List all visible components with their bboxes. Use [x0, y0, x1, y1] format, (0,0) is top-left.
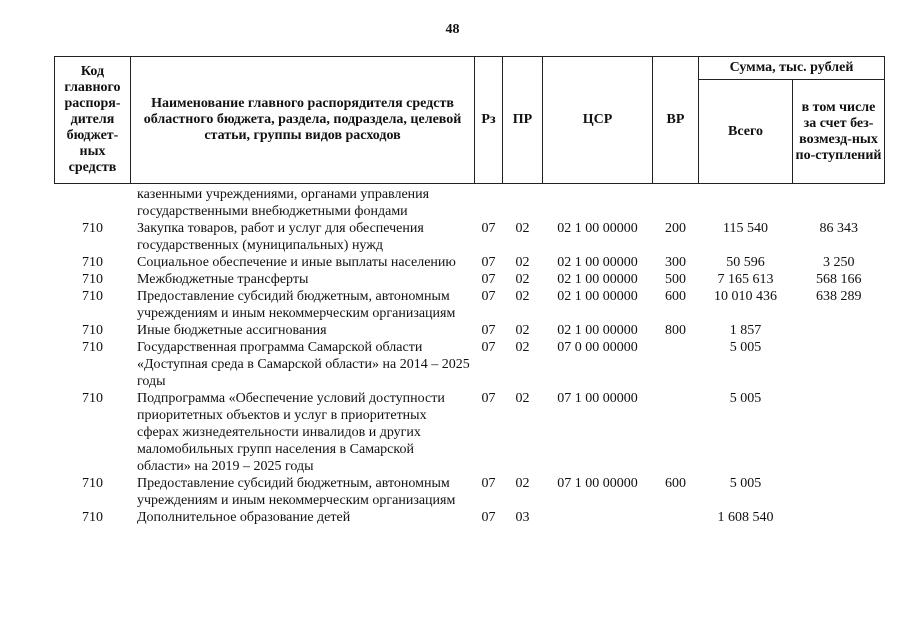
row-code: 710 [82, 340, 103, 355]
table-row [55, 184, 885, 221]
row-code: 710 [82, 391, 103, 406]
row-csr: 07 1 00 00000 [557, 391, 638, 406]
row-code: 710 [82, 289, 103, 304]
row-rz: 07 [481, 221, 496, 236]
table-row [55, 390, 885, 475]
row-code: 710 [82, 255, 103, 270]
table-row [55, 288, 885, 322]
row-rz: 07 [481, 255, 496, 270]
header-name: Наименование главного распорядителя средств областного бюджета, раздела, подраздела, целевой статьи, группы видов расходов [131, 57, 475, 184]
table-row [55, 339, 885, 390]
row-rz: 07 [481, 323, 496, 338]
row-name: казенными учреждениями, органами управления государственными внебюджетными фондами [137, 187, 430, 219]
row-rz: 07 [481, 510, 496, 525]
row-vr: 600 [665, 289, 686, 304]
table-row [55, 322, 885, 339]
row-csr: 02 1 00 00000 [557, 289, 638, 304]
row-vr: 300 [665, 255, 686, 270]
row-pr: 02 [515, 340, 530, 355]
row-vr [653, 509, 699, 526]
row-total [699, 184, 793, 221]
row-name: Предоставление субсидий бюджетным, автономным учреждениям и иным некоммерческим организациям [137, 289, 456, 321]
row-csr: 02 1 00 00000 [557, 272, 638, 287]
row-free [793, 390, 885, 475]
row-code: 710 [82, 476, 103, 491]
table-row [55, 271, 885, 288]
row-vr [653, 184, 699, 221]
row-free: 86 343 [819, 221, 858, 236]
row-name: Закупка товаров, работ и услуг для обеспечения государственных (муниципальных) нужд [137, 221, 424, 253]
row-free: 3 250 [823, 255, 855, 270]
header-code: Код главного распоря-дителя бюджет-ных средств [55, 57, 131, 184]
row-total: 50 596 [726, 255, 765, 270]
row-csr: 07 0 00 00000 [557, 340, 638, 355]
row-total: 7 165 613 [717, 272, 774, 287]
row-rz: 07 [481, 391, 496, 406]
row-pr: 02 [515, 323, 530, 338]
row-name: Иные бюджетные ассигнования [137, 323, 327, 338]
row-vr: 200 [665, 221, 686, 236]
row-rz: 07 [481, 289, 496, 304]
row-total: 1 608 540 [717, 510, 774, 525]
row-free [793, 184, 885, 221]
row-csr [543, 509, 653, 526]
table-body [55, 184, 885, 527]
row-pr: 02 [515, 221, 530, 236]
header-rz: Рз [475, 57, 503, 184]
row-csr: 02 1 00 00000 [557, 323, 638, 338]
row-total: 5 005 [729, 476, 762, 491]
row-name: Подпрограмма «Обеспечение условий доступности приоритетных объектов и услуг в приоритетных сферах жизнедеятельности инвалидов и других маломобильных групп населения в Самарской области» на 2019 – 2025 годы [137, 391, 445, 474]
row-rz [475, 184, 503, 221]
row-rz: 07 [481, 340, 496, 355]
header-pr: ПР [503, 57, 543, 184]
row-name: Дополнительное образование детей [137, 510, 351, 525]
row-free: 568 166 [816, 272, 862, 287]
row-pr: 02 [515, 391, 530, 406]
row-free [793, 339, 885, 390]
header-csr: ЦСР [543, 57, 653, 184]
row-vr: 600 [665, 476, 686, 491]
header-vr: ВР [653, 57, 699, 184]
row-rz: 07 [481, 272, 496, 287]
row-total: 115 540 [723, 221, 768, 236]
row-csr [543, 184, 653, 221]
header-sum: Сумма, тыс. рублей [699, 57, 885, 80]
row-vr: 500 [665, 272, 686, 287]
row-pr: 02 [515, 272, 530, 287]
row-free [793, 509, 885, 526]
row-pr [503, 184, 543, 221]
row-pr: 02 [515, 476, 530, 491]
header-total: Всего [699, 80, 793, 184]
row-vr [653, 390, 699, 475]
row-csr: 02 1 00 00000 [557, 221, 638, 236]
header-free: в том числе за счет без-возмезд-ных по-ступлений [793, 80, 885, 184]
table-row [55, 220, 885, 254]
row-csr: 02 1 00 00000 [557, 255, 638, 270]
row-code: 710 [82, 272, 103, 287]
table-row [55, 509, 885, 526]
row-vr: 800 [665, 323, 686, 338]
row-total: 5 005 [729, 391, 762, 406]
row-pr: 02 [515, 289, 530, 304]
row-rz: 07 [481, 476, 496, 491]
table-row [55, 254, 885, 271]
row-total: 10 010 436 [714, 289, 777, 304]
table-header [55, 57, 885, 184]
row-total: 1 857 [729, 323, 762, 338]
row-name: Межбюджетные трансферты [137, 272, 309, 287]
row-name: Государственная программа Самарской области «Доступная среда в Самарской области» на 2014 – 2025 годы [137, 340, 470, 389]
row-code: 710 [82, 221, 103, 236]
budget-table [54, 56, 885, 526]
row-free: 638 289 [816, 289, 862, 304]
row-code: 710 [82, 510, 103, 525]
row-pr: 02 [515, 255, 530, 270]
row-total: 5 005 [729, 340, 762, 355]
page-number: 48 [445, 22, 460, 37]
row-code: 710 [82, 323, 103, 338]
row-name: Предоставление субсидий бюджетным, автономным учреждениям и иным некоммерческим организациям [137, 476, 456, 508]
row-code [55, 184, 131, 221]
row-vr [653, 339, 699, 390]
row-pr: 03 [515, 510, 530, 525]
row-free [793, 322, 885, 339]
table-row [55, 475, 885, 509]
row-name: Социальное обеспечение и иные выплаты населению [137, 255, 456, 270]
row-free [793, 475, 885, 509]
row-csr: 07 1 00 00000 [557, 476, 638, 491]
